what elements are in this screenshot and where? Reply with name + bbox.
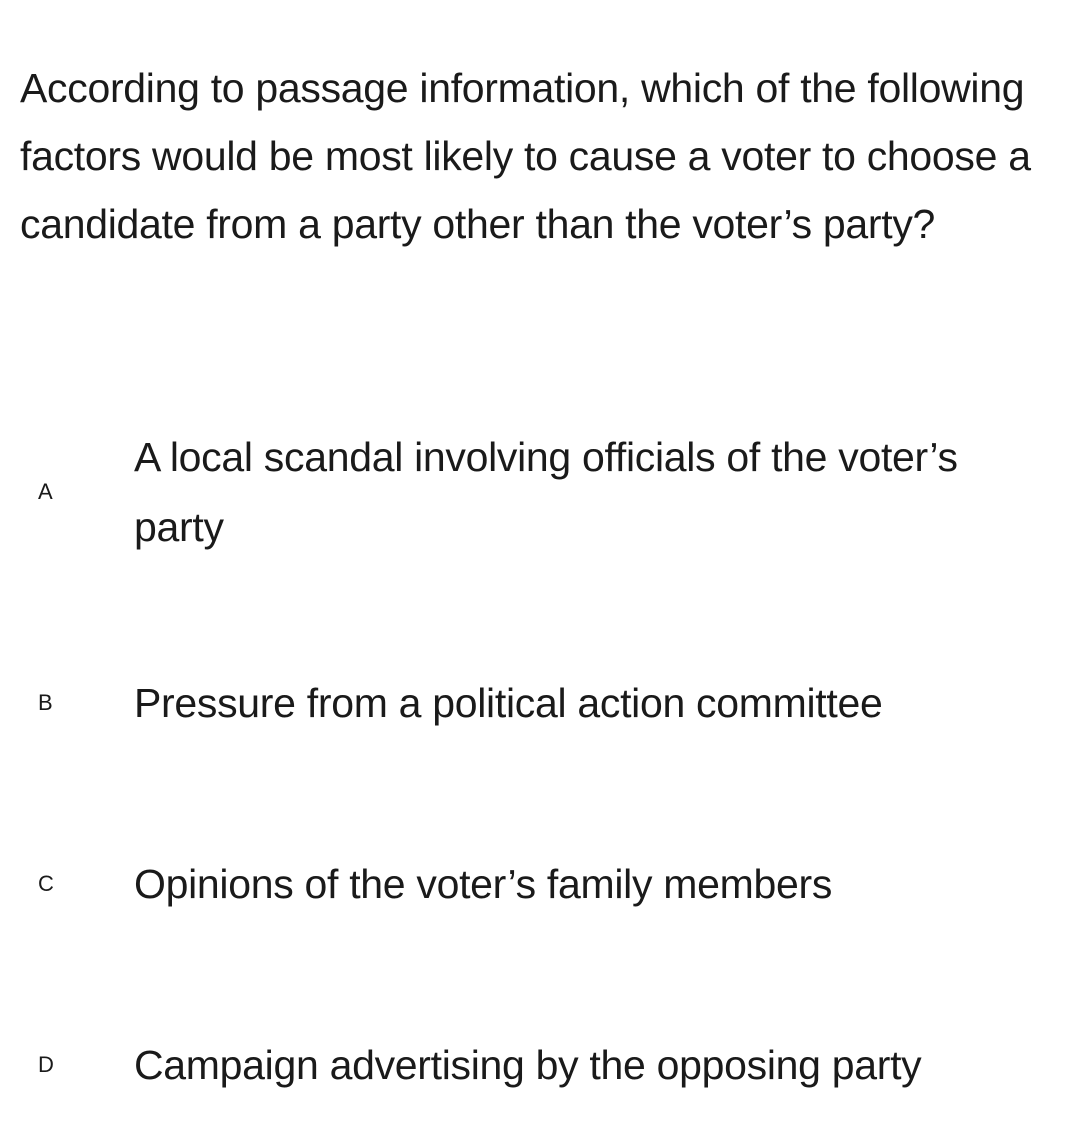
- answer-choice-b[interactable]: [0, 668, 1071, 738]
- choice-letter-d: D: [38, 1052, 54, 1077]
- choice-text-a: A local scandal involving officials of the voter’s party: [134, 434, 958, 550]
- answer-choice-a[interactable]: [0, 422, 1071, 562]
- answer-choice-d[interactable]: [0, 1030, 1071, 1100]
- choice-letter-c: C: [38, 871, 54, 896]
- question-text: According to passage information, which of the following factors would be most likely to cause a voter to choose a candidate from a party other than the voter’s party?: [20, 65, 1031, 247]
- choice-letter-b: B: [38, 690, 53, 715]
- answer-choice-c[interactable]: [0, 849, 1071, 919]
- choice-text-b: Pressure from a political action committee: [134, 680, 883, 726]
- choice-letter-a: A: [38, 479, 53, 504]
- choice-text-d: Campaign advertising by the opposing party: [134, 1042, 922, 1088]
- choice-text-c: Opinions of the voter’s family members: [134, 861, 833, 907]
